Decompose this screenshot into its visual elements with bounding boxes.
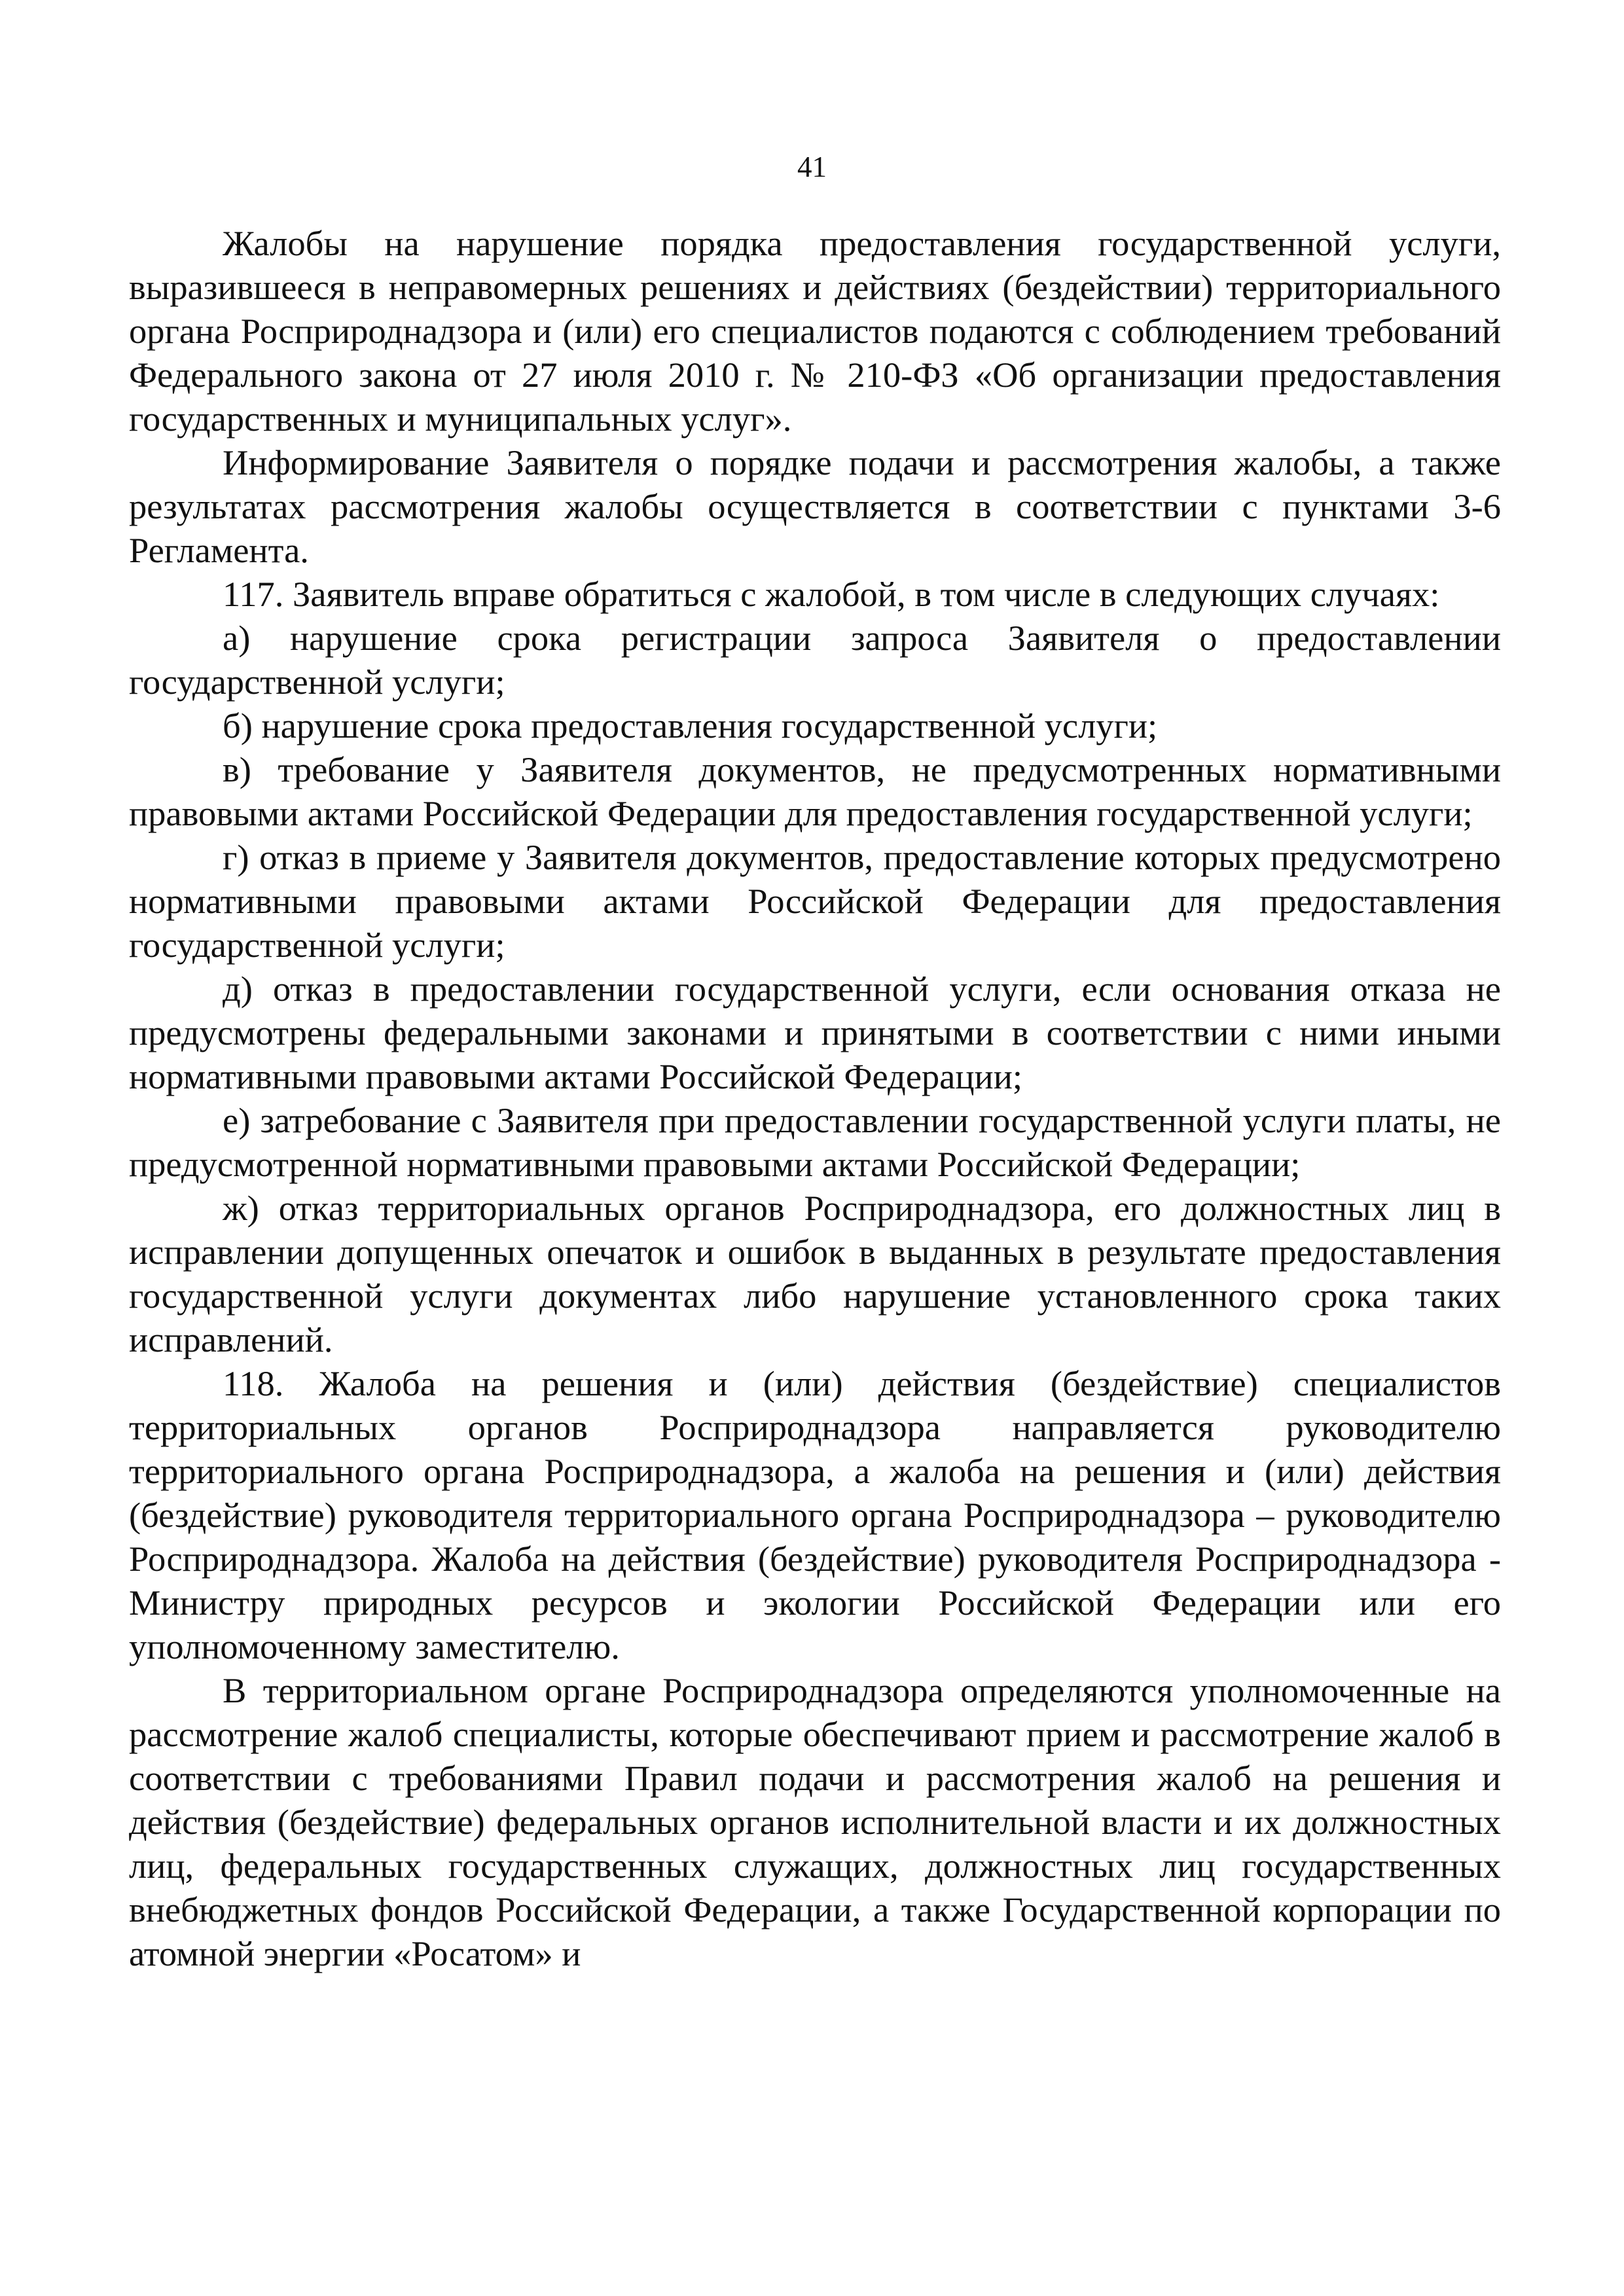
list-item-zh: ж) отказ территориальных органов Росприроднадзора, его должностных лиц в исправлении допущенных опечаток и ошибок в выданных в результате предоставления государственной услуги документах либо нарушение установленного срока таких исправлений. <box>129 1188 1501 1359</box>
list-item-b: б) нарушение срока предоставления государственной услуги; <box>223 706 1158 745</box>
list-item-g: г) отказ в приеме у Заявителя документов, предоставление которых предусмотрено нормативными правовыми актами Российской Федерации для предоставления государственной услуги; <box>129 837 1501 965</box>
list-item-a: а) нарушение срока регистрации запроса Заявителя о предоставлении государственной услуги; <box>129 618 1501 702</box>
list-item-e: е) затребование с Заявителя при предоставлении государственной услуги платы, не предусмотренной нормативными правовыми актами Российской Федерации; <box>129 1100 1501 1184</box>
list-item-v: в) требование у Заявителя документов, не предусмотренных нормативными правовыми актами Российской Федерации для предоставления государственной услуги; <box>129 749 1501 833</box>
page-number: 41 <box>797 151 827 183</box>
paragraph-118: 118. Жалоба на решения и (или) действия (бездействие) специалистов территориальных органов Росприроднадзора направляется руководителю территориального органа Росприроднадзора, а жалоба на решения и (или) действия (бездействие) руководителя территориального органа Росприроднадзора – руководителю Росприроднадзора. Жалоба на действия (бездействие) руководителя Росприроднадзора - Министру природных ресурсов и экологии Российской Федерации или его уполномоченному заместителю. <box>129 1363 1501 1666</box>
paragraph-complaints-general: Жалобы на нарушение порядка предоставления государственной услуги, выразившееся в неправомерных решениях и действиях (бездействии) территориального органа Росприроднадзора и (или) его специалистов подаются с соблюдением требований Федерального закона от 27 июля 2010 г. № 210-ФЗ «Об организации предоставления государственных и муниципальных услуг». <box>129 223 1501 439</box>
list-item-d: д) отказ в предоставлении государственной услуги, если основания отказа не предусмотрены федеральными законами и принятыми в соответствии с ними иными нормативными правовыми актами Российской Федерации; <box>129 969 1501 1096</box>
paragraph-territorial-authority: В территориальном органе Росприроднадзора определяются уполномоченные на рассмотрение жалоб специалисты, которые обеспечивают прием и рассмотрение жалоб в соответствии с требованиями Правил подачи и рассмотрения жалоб на решения и действия (бездействие) федеральных органов исполнительной власти и их должностных лиц, федеральных государственных служащих, должностных лиц государственных внебюджетных фондов Российской Федерации, а также Государственной корпорации по атомной энергии «Росатом» и <box>129 1670 1501 1973</box>
paragraph-117: 117. Заявитель вправе обратиться с жалобой, в том числе в следующих случаях: <box>223 574 1440 614</box>
paragraph-informing-applicant: Информирование Заявителя о порядке подачи и рассмотрения жалобы, а также результатах рассмотрения жалобы осуществляется в соответствии с пунктами 3-6 Регламента. <box>129 442 1501 570</box>
document-body <box>129 221 1501 1975</box>
